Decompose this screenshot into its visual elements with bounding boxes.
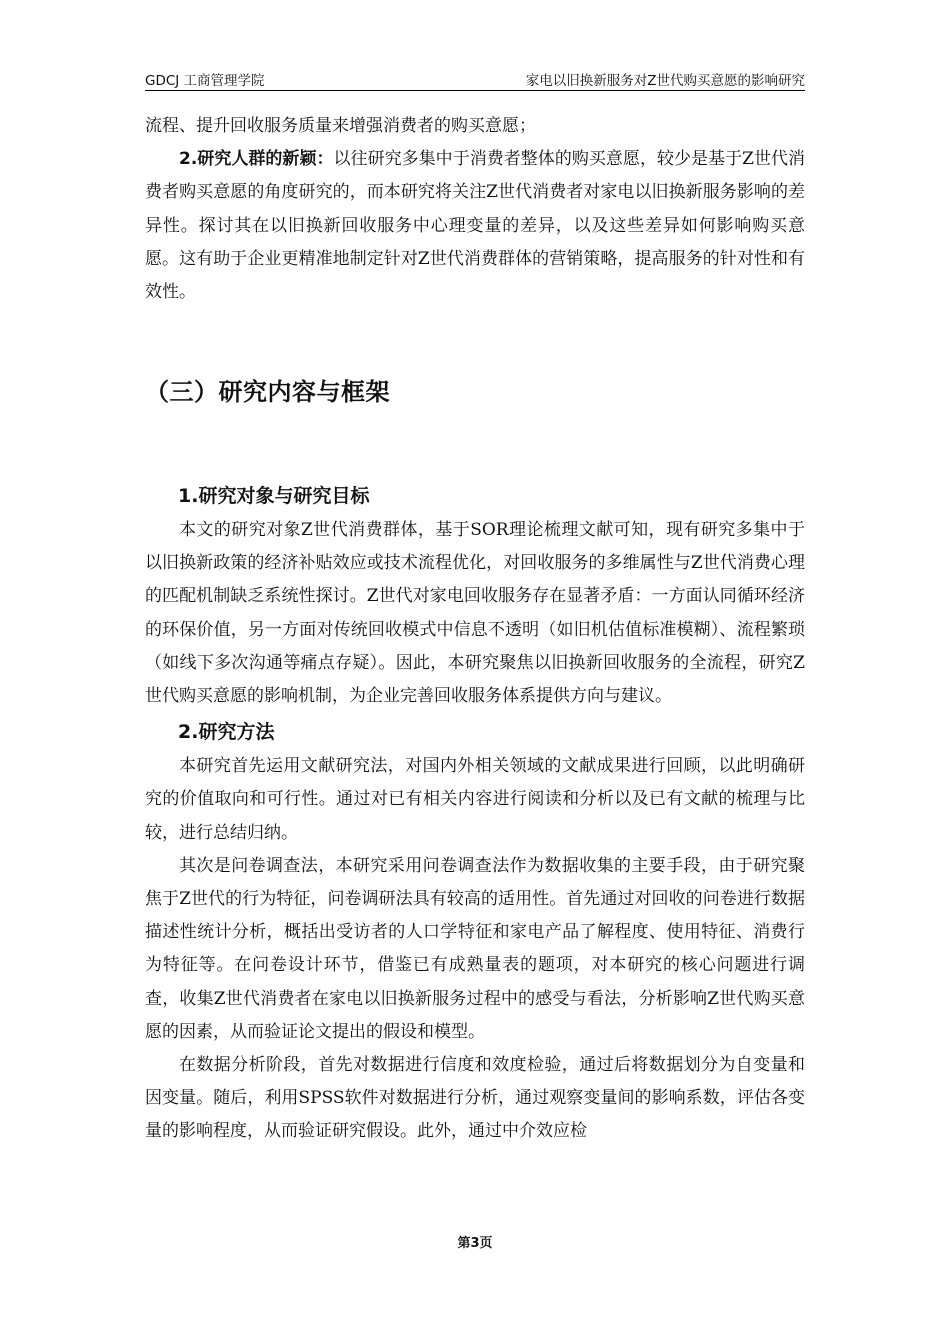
header-right: 家电以旧换新服务对Z世代购买意愿的影响研究	[525, 73, 805, 89]
paragraph-method-analysis: 在数据分析阶段，首先对数据进行信度和效度检验，通过后将数据划分为自变量和因变量。随后，利用SPSS软件对数据进行分析，通过观察变量间的影响系数，评估各变量的影响程度，从而验证研究假设。此外，通过中介效应检	[145, 1055, 805, 1142]
header-left: GDCJ 工商管理学院	[145, 73, 265, 89]
novelty-lead: 2.研究人群的新颖：	[179, 149, 334, 170]
paragraph-method-survey: 其次是问卷调查法，本研究采用问卷调查法作为数据收集的主要手段，由于研究聚焦于Z世代的行为特征，问卷调研法具有较高的适用性。首先通过对回收的问卷进行数据描述性统计分析，概括出受访者的人口学特征和家电产品了解程度、使用特征、消费行为特征等。在问卷设计环节，借鉴已有成熟量表的题项，对本研究的核心问题进行调查，收集Z世代消费者在家电以旧换新服务过程中的感受与看法，分析影响Z世代购买意愿的因素，从而验证论文提出的假设和模型。	[145, 855, 805, 1042]
paragraph-research-object: 本文的研究对象Z世代消费群体，基于SOR理论梳理文献可知，现有研究多集中于以旧换新政策的经济补贴效应或技术流程优化，对回收服务的多维属性与Z世代消费心理的匹配机制缺乏系统性探讨。Z世代对家电回收服务存在显著矛盾：一方面认同循环经济的环保价值，另一方面对传统回收模式中信息不透明（如旧机估值标准模糊）、流程繁琐（如线下多次沟通等痛点存疑）。因此，本研究聚焦以旧换新回收服务的全流程，研究Z世代购买意愿的影响机制，为企业完善回收服务体系提供方向与建议。	[145, 520, 805, 707]
novelty-text: 以往研究多集中于消费者整体的购买意愿，较少是基于Z世代消费者购买意愿的角度研究的，而本研究将关注Z世代消费者对家电以旧换新服务影响的差异性。探讨其在以旧换新回收服务中心理变量的差异，以及这些差异如何影响购买意愿。这有助于企业更精准地制定针对Z世代消费群体的营销策略，提高服务的针对性和有效性。	[145, 149, 805, 303]
intro-continuation	[145, 110, 805, 309]
page-header	[145, 70, 805, 91]
section-title: （三）研究内容与框架	[145, 378, 390, 406]
subsection-title-1: 1.研究对象与研究目标	[178, 485, 370, 507]
subsection-title-2: 2.研究方法	[178, 721, 275, 744]
paragraph-method-literature: 本研究首先运用文献研究法，对国内外相关领域的文献成果进行回顾，以此明确研究的价值取向和可行性。通过对已有相关内容进行阅读和分析以及已有文献的梳理与比较，进行总结归纳。	[145, 756, 805, 843]
paragraph-continuation: 流程、提升回收服务质量来增强消费者的购买意愿；	[145, 116, 536, 136]
paragraph-novelty	[145, 143, 805, 309]
section-body	[145, 478, 805, 1149]
page-number: 第3页	[457, 1236, 493, 1251]
